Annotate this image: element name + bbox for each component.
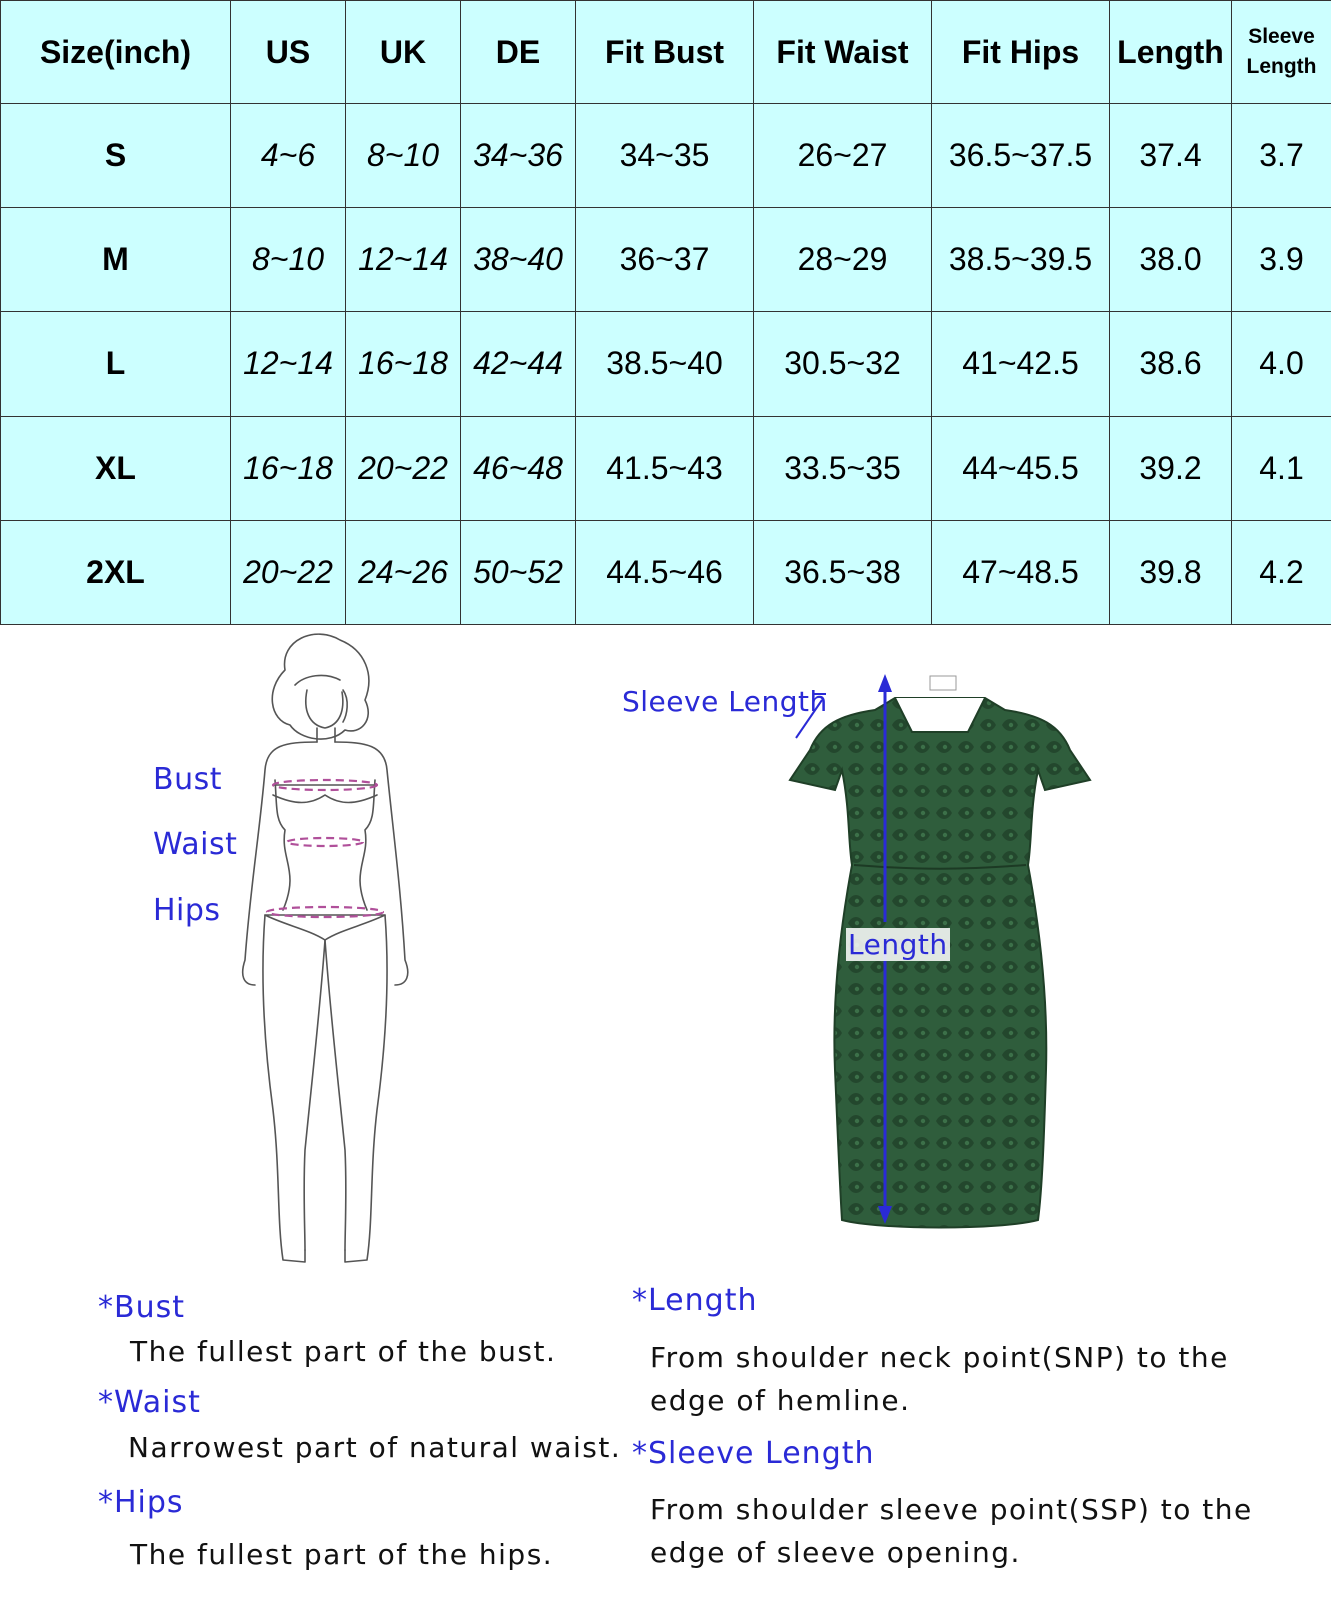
figure-hips-label: Hips xyxy=(153,893,221,928)
table-row xyxy=(1,312,1331,416)
figure-waist-label: Waist xyxy=(153,827,238,862)
cell-de: 34~36 xyxy=(461,104,576,208)
def-length-text-line1: From shoulder neck point(SNP) to the xyxy=(650,1341,1229,1374)
def-bust-heading: *Bust xyxy=(98,1290,185,1325)
cell-uk: 20~22 xyxy=(346,416,461,520)
cell-length: 38.0 xyxy=(1110,208,1232,312)
cell-sleeve-length: 4.2 xyxy=(1232,520,1331,624)
cell-size: XL xyxy=(1,416,231,520)
table-row xyxy=(1,416,1331,520)
cell-us: 20~22 xyxy=(231,520,346,624)
dress-sleeve-length-label: Sleeve Length xyxy=(622,685,828,718)
header-size: Size(inch) xyxy=(1,1,231,104)
cell-length: 37.4 xyxy=(1110,104,1232,208)
cell-us: 16~18 xyxy=(231,416,346,520)
cell-uk: 16~18 xyxy=(346,312,461,416)
def-length-text-line2: edge of hemline. xyxy=(650,1384,911,1417)
header-uk: UK xyxy=(346,1,461,104)
cell-size: M xyxy=(1,208,231,312)
cell-de: 38~40 xyxy=(461,208,576,312)
header-sleeve-line2: Length xyxy=(1246,55,1317,78)
cell-fit-waist: 28~29 xyxy=(754,208,932,312)
cell-fit-hips: 44~45.5 xyxy=(932,416,1110,520)
cell-fit-hips: 38.5~39.5 xyxy=(932,208,1110,312)
cell-fit-hips: 41~42.5 xyxy=(932,312,1110,416)
body-figure-illustration xyxy=(225,630,425,1290)
cell-fit-waist: 36.5~38 xyxy=(754,520,932,624)
cell-sleeve-length: 3.7 xyxy=(1232,104,1331,208)
def-length-heading: *Length xyxy=(632,1283,758,1318)
cell-size: L xyxy=(1,312,231,416)
header-fit-bust: Fit Bust xyxy=(576,1,754,104)
def-hips-heading: *Hips xyxy=(98,1485,184,1520)
def-waist-heading: *Waist xyxy=(98,1385,201,1420)
cell-length: 39.2 xyxy=(1110,416,1232,520)
table-row xyxy=(1,104,1331,208)
header-us: US xyxy=(231,1,346,104)
def-waist-text: Narrowest part of natural waist. xyxy=(128,1431,622,1464)
lace-dress-illustration xyxy=(780,670,1100,1265)
cell-length: 39.8 xyxy=(1110,520,1232,624)
table-header-row xyxy=(1,1,1331,104)
brand-tag xyxy=(930,676,956,690)
cell-sleeve-length: 4.0 xyxy=(1232,312,1331,416)
cell-fit-waist: 30.5~32 xyxy=(754,312,932,416)
header-fit-waist: Fit Waist xyxy=(754,1,932,104)
waist-line xyxy=(287,838,363,846)
cell-fit-bust: 36~37 xyxy=(576,208,754,312)
cell-fit-hips: 36.5~37.5 xyxy=(932,104,1110,208)
cell-de: 50~52 xyxy=(461,520,576,624)
def-sleeve-heading: *Sleeve Length xyxy=(632,1436,875,1471)
cell-us: 4~6 xyxy=(231,104,346,208)
cell-fit-waist: 26~27 xyxy=(754,104,932,208)
header-sleeve-line1: Sleeve xyxy=(1248,25,1315,48)
header-fit-hips: Fit Hips xyxy=(932,1,1110,104)
cell-fit-hips: 47~48.5 xyxy=(932,520,1110,624)
cell-uk: 12~14 xyxy=(346,208,461,312)
def-hips-text: The fullest part of the hips. xyxy=(130,1538,554,1571)
table-body xyxy=(1,104,1331,625)
cell-de: 46~48 xyxy=(461,416,576,520)
dress-shape xyxy=(790,698,1090,1228)
def-sleeve-text-line2: edge of sleeve opening. xyxy=(650,1536,1021,1569)
cell-sleeve-length: 3.9 xyxy=(1232,208,1331,312)
cell-fit-bust: 41.5~43 xyxy=(576,416,754,520)
cell-fit-bust: 34~35 xyxy=(576,104,754,208)
table-row xyxy=(1,208,1331,312)
size-chart-table xyxy=(0,0,1331,625)
cell-fit-bust: 44.5~46 xyxy=(576,520,754,624)
table-row xyxy=(1,520,1331,624)
cell-fit-bust: 38.5~40 xyxy=(576,312,754,416)
cell-fit-waist: 33.5~35 xyxy=(754,416,932,520)
cell-uk: 24~26 xyxy=(346,520,461,624)
header-de: DE xyxy=(461,1,576,104)
cell-length: 38.6 xyxy=(1110,312,1232,416)
cell-size: 2XL xyxy=(1,520,231,624)
cell-sleeve-length: 4.1 xyxy=(1232,416,1331,520)
header-length: Length xyxy=(1110,1,1232,104)
cell-us: 12~14 xyxy=(231,312,346,416)
def-bust-text: The fullest part of the bust. xyxy=(130,1335,557,1368)
dress-length-label: Length xyxy=(848,928,948,961)
cell-uk: 8~10 xyxy=(346,104,461,208)
def-sleeve-text-line1: From shoulder sleeve point(SSP) to the xyxy=(650,1493,1253,1526)
figure-bust-label: Bust xyxy=(153,762,222,797)
header-sleeve-length xyxy=(1232,1,1331,104)
cell-us: 8~10 xyxy=(231,208,346,312)
cell-de: 42~44 xyxy=(461,312,576,416)
cell-size: S xyxy=(1,104,231,208)
